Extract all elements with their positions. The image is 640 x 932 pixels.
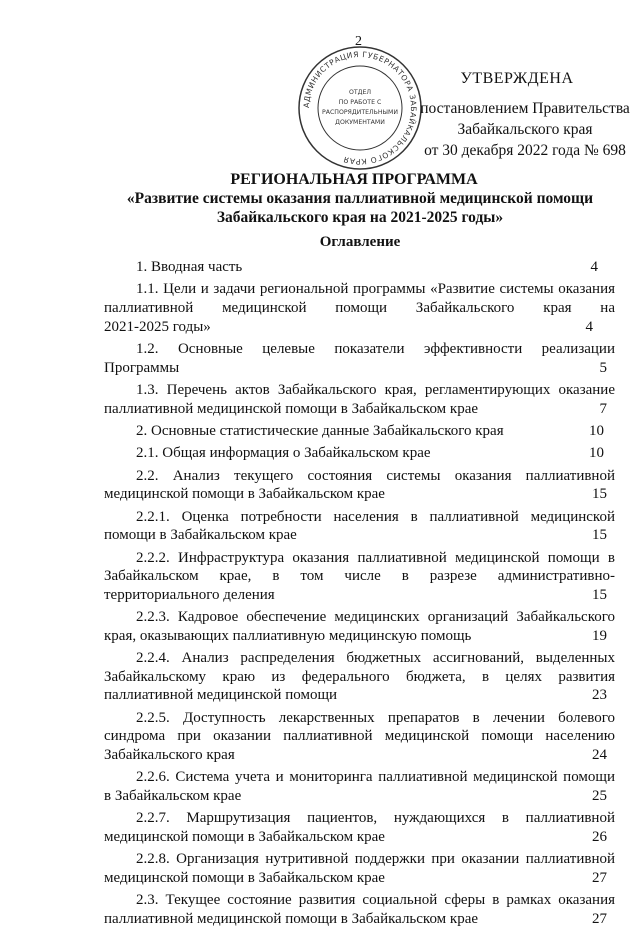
toc-entry-title: 2.2.6. Система учета и мониторинга паллиативной медицинской помощи (136, 769, 615, 786)
toc-page-number: 10 (589, 422, 604, 439)
stamp-line: ОТДЕЛ (348, 89, 372, 96)
toc-entry-title: 2.2.2. Инфраструктура оказания паллиативной медицинской помощи в Забайкальском крае, в том числе в разрезе административно- (104, 549, 615, 585)
toc-entry-title: 2.2. Анализ текущего состояния системы оказания паллиативной (136, 467, 615, 484)
program-title (100, 170, 620, 227)
toc-entry-title-end: паллиативной медицинской помощи в Забайкальском крае (104, 910, 479, 927)
toc-heading: Оглавление (319, 234, 401, 250)
toc-entry-title-end: в Забайкальском крае (104, 788, 242, 804)
toc-entry-title: 1. Вводная часть (136, 259, 243, 275)
toc-page-number: 4 (590, 259, 598, 275)
toc-entry-title-end: Забайкальского края (104, 747, 235, 764)
page-number: 2 (355, 34, 362, 49)
approval-line: от 30 декабря 2022 года № 698 (424, 142, 626, 159)
toc-entry[interactable] (104, 709, 615, 765)
toc-page-number: 27 (592, 869, 607, 886)
stamp-line: РАСПОРЯДИТЕЛЬНЫМИ (322, 109, 398, 116)
toc-entry-title-end: медицинской помощи в Забайкальском крае (104, 486, 385, 503)
toc-entry-title-end: территориального деления (104, 586, 275, 603)
toc-entry-title: 2.2.8. Организация нутритивной поддержки при оказании паллиативной (136, 851, 615, 868)
toc-page-number: 15 (592, 527, 607, 544)
toc-page-number: 4 (585, 318, 593, 335)
toc-entry[interactable] (104, 467, 615, 504)
stamp-ring-text: АДМИНИСТРАЦИЯ ГУБЕРНАТОРА ЗАБАЙКАЛЬСКОГО КРАЯ (301, 49, 419, 167)
approval-line: Забайкальского края (457, 121, 593, 138)
stamp-line: ДОКУМЕНТАМИ (335, 119, 385, 126)
toc-entry-title: 2.2.7. Маршрутизация пациентов, нуждающихся в паллиативной (136, 810, 615, 827)
toc-page-number: 23 (592, 687, 607, 704)
approval-heading: УТВЕРЖДЕНА (460, 70, 574, 87)
toc-entry-title-end: помощи в Забайкальском крае (104, 527, 297, 544)
toc-entry[interactable] (104, 280, 615, 336)
title-line: Забайкальского края на 2021-2025 годы» (216, 209, 504, 226)
toc-entry[interactable] (104, 768, 615, 805)
toc-entry[interactable] (104, 891, 615, 928)
toc-entry[interactable] (104, 608, 615, 645)
toc-entry[interactable] (104, 422, 615, 441)
toc-entry-title-end: паллиативной медицинской помощи (104, 687, 338, 704)
toc-page-number: 26 (592, 828, 607, 845)
toc-entry-title: 2.3. Текущее состояние развития социальной сферы в рамках оказания (136, 892, 615, 909)
toc-entry[interactable] (104, 809, 615, 846)
svg-text:АДМИНИСТРАЦИЯ ГУБЕРНАТОРА ЗАБА (302, 50, 418, 166)
approval-line: постановлением Правительства (420, 100, 630, 117)
toc-entry-title: 1.3. Перечень актов Забайкальского края, регламентирующих оказание (136, 381, 615, 398)
stamp-line: ПО РАБОТЕ С (338, 99, 382, 106)
toc-entry[interactable] (104, 340, 615, 377)
toc-page-number: 24 (592, 747, 607, 764)
official-stamp (296, 44, 424, 172)
toc-entry[interactable] (104, 649, 615, 705)
toc-entry[interactable] (104, 381, 615, 418)
toc-entry-title-end: медицинской помощи в Забайкальском крае (104, 869, 385, 886)
toc-page-number: 25 (592, 788, 607, 804)
toc-entry-title-end: 2021-2025 годы» (104, 318, 211, 335)
toc-entry-title: 2.1. Общая информация о Забайкальском крае (136, 445, 431, 462)
toc-page-number: 15 (592, 586, 607, 603)
approval-block (420, 68, 630, 161)
toc-entry-title: 2.2.3. Кадровое обеспечение медицинских организаций Забайкальского (136, 609, 615, 626)
toc-entry-title-end: паллиативной медицинской помощи в Забайкальском крае (104, 400, 479, 417)
toc-page-number: 27 (592, 910, 607, 927)
table-of-contents (104, 258, 615, 932)
toc-page-number: 10 (589, 445, 604, 462)
toc-entry-title-end: Программы (104, 359, 180, 376)
toc-page-number: 19 (592, 627, 607, 644)
toc-entry-title: 2.2.4. Анализ распределения бюджетных ассигнований, выделенных Забайкальскому краю из федерального бюджета, в целях развития (104, 650, 615, 685)
title-line: РЕГИОНАЛЬНАЯ ПРОГРАММА (230, 171, 478, 188)
toc-entry[interactable] (104, 549, 615, 605)
toc-entry[interactable] (104, 444, 615, 463)
toc-entry[interactable] (104, 258, 615, 277)
toc-entry-title-end: края, оказывающих паллиативную медицинскую помощь (104, 627, 472, 644)
toc-page-number: 7 (599, 400, 607, 417)
toc-entry[interactable] (104, 508, 615, 545)
toc-entry-title: 1.1. Цели и задачи региональной программы «Развитие системы оказания паллиативной медицинской помощи Забайкальского края на (104, 281, 615, 316)
toc-entry-title-end: медицинской помощи в Забайкальском крае (104, 828, 385, 845)
toc-entry[interactable] (104, 850, 615, 887)
toc-entry-title: 1.2. Основные целевые показатели эффективности реализации (136, 340, 615, 357)
title-line: «Развитие системы оказания паллиативной медицинской помощи (126, 190, 594, 207)
toc-entry-title: 2.2.1. Оценка потребности населения в паллиативной медицинской (136, 508, 615, 525)
toc-page-number: 5 (599, 359, 607, 376)
toc-entry-title: 2. Основные статистические данные Забайкальского края (136, 422, 504, 439)
toc-entry-title: 2.2.5. Доступность лекарственных препаратов в лечении болевого синдрома при оказании паллиативной медицинской помощи населению (104, 709, 615, 745)
toc-page-number: 15 (592, 486, 607, 503)
